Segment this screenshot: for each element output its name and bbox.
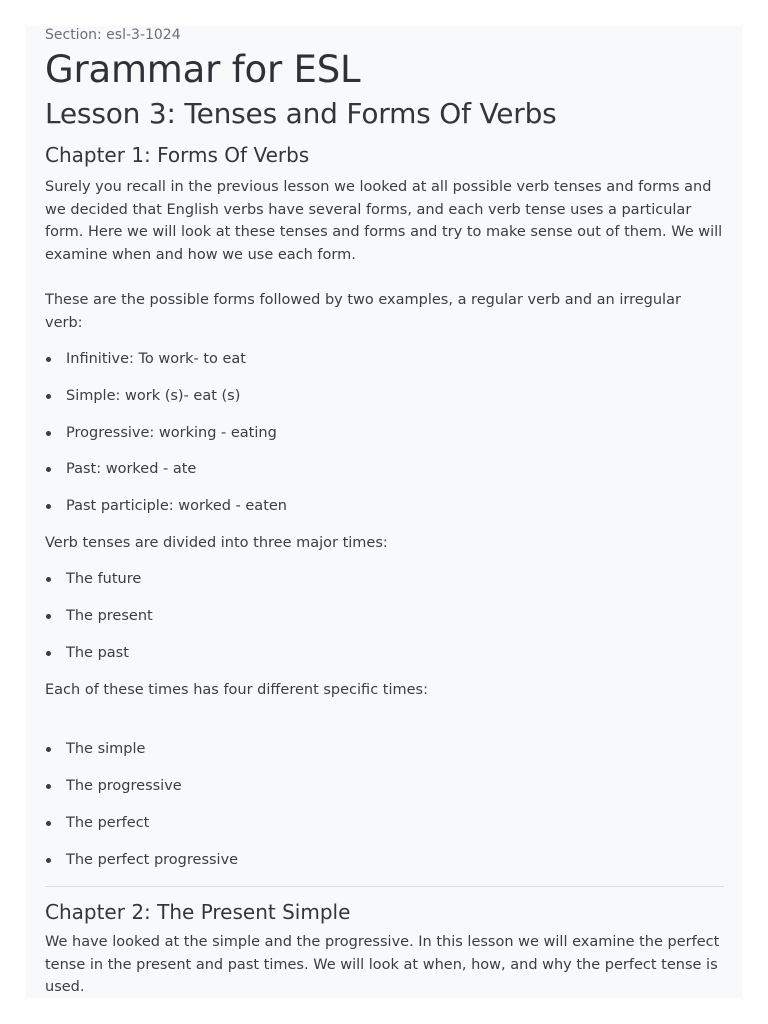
- lesson-title: Lesson 3: Tenses and Forms Of Verbs: [45, 97, 557, 130]
- chapter-2-intro: We have looked at the simple and the progressive. In this lesson we will examine the perfect tense in the present and past times. We will look at when, how, and why the perfect tense is used.: [45, 934, 720, 996]
- list-item: Past: worked - ate: [45, 458, 723, 481]
- chapter-divider: [45, 886, 724, 887]
- list-item: The simple: [45, 738, 723, 761]
- major-times-list: [45, 568, 723, 664]
- chapter-1-title: Chapter 1: Forms Of Verbs: [45, 143, 310, 167]
- list-item: Infinitive: To work- to eat: [45, 348, 723, 371]
- specific-times-intro: Each of these times has four different specific times:: [45, 681, 428, 698]
- site-title: Grammar for ESL: [45, 48, 361, 91]
- list-item: The perfect progressive: [45, 849, 723, 872]
- list-item: Progressive: working - eating: [45, 422, 723, 445]
- specific-times-list: [45, 738, 723, 872]
- list-item: Simple: work (s)- eat (s): [45, 385, 723, 408]
- list-item: The perfect: [45, 812, 723, 835]
- section-label: Section: esl-3-1024: [45, 27, 181, 43]
- list-item: The past: [45, 642, 723, 665]
- forms-intro: These are the possible forms followed by two examples, a regular verb and an irregular verb:: [45, 292, 681, 331]
- list-item: The present: [45, 605, 723, 628]
- lesson-content: [26, 26, 742, 998]
- chapter-1-intro: Surely you recall in the previous lesson we looked at all possible verb tenses and forms and we decided that English verbs have several forms, and each verb tense uses a particular form. Here we will look at these tenses and forms and try to make sense out of them. We will examine when and how we use each form.: [45, 179, 723, 263]
- list-item: Past participle: worked - eaten: [45, 495, 723, 518]
- chapter-2-title: Chapter 2: The Present Simple: [45, 900, 351, 925]
- times-intro: Verb tenses are divided into three major times:: [45, 534, 388, 551]
- list-item: The future: [45, 568, 723, 591]
- verb-forms-list: [45, 348, 723, 518]
- list-item: The progressive: [45, 775, 723, 798]
